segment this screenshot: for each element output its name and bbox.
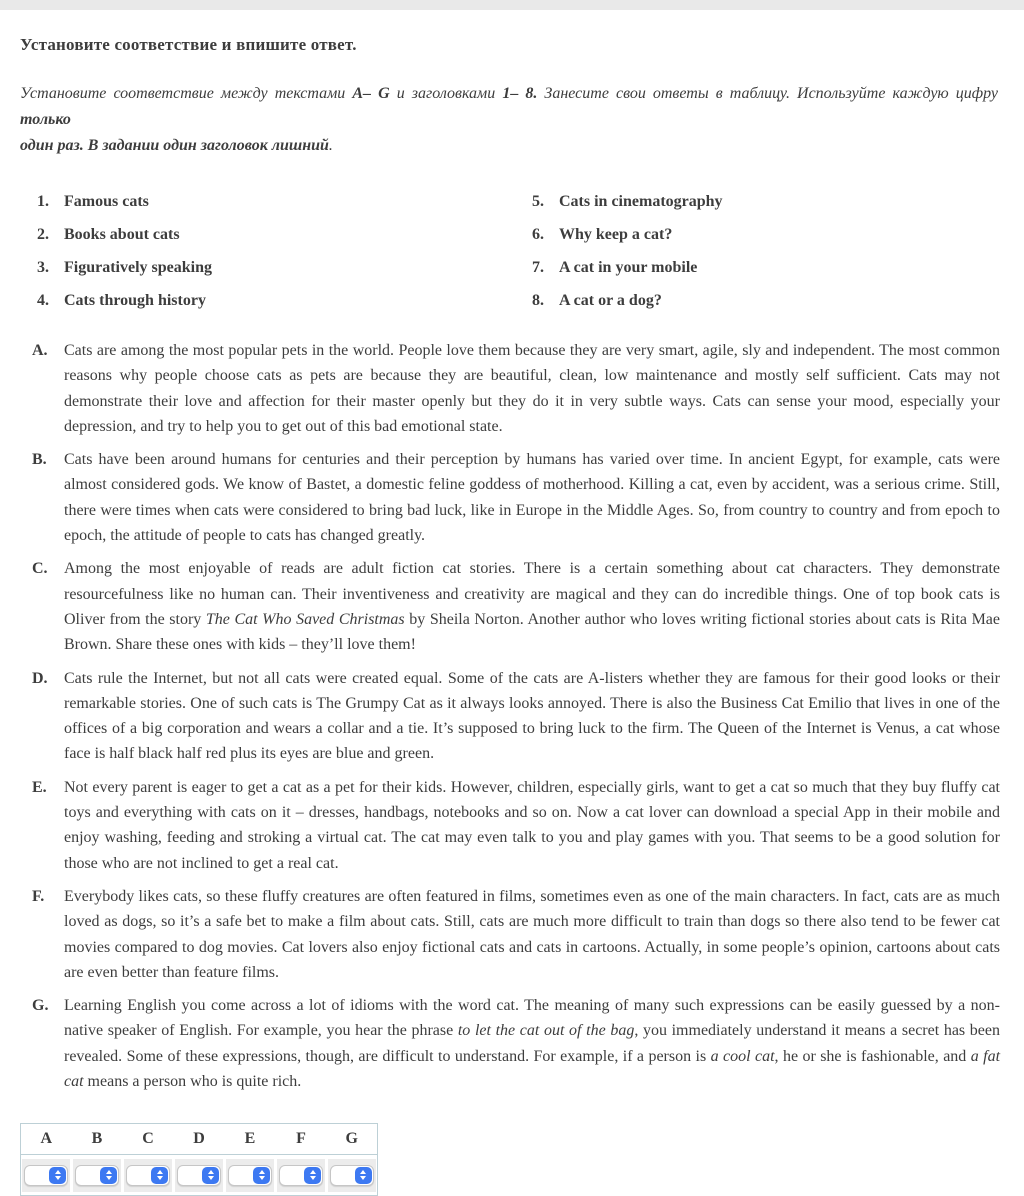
answer-table xyxy=(20,1123,378,1196)
answer-cell-d xyxy=(174,1155,225,1196)
answer-column-header-c: C xyxy=(123,1124,174,1155)
answer-column-header-e: E xyxy=(225,1124,276,1155)
answer-column-header-f: F xyxy=(276,1124,327,1155)
answer-cell-b xyxy=(72,1155,123,1196)
heading-label: A cat or a dog? xyxy=(559,292,662,309)
answer-table-header-row xyxy=(21,1124,378,1155)
answer-select-b[interactable] xyxy=(75,1165,119,1186)
paragraph-label: D. xyxy=(32,669,48,687)
paragraph-E xyxy=(32,775,1000,876)
headings-list xyxy=(0,185,1024,317)
paragraph-text: Learning English you come across a lot of idioms with the word cat. The meaning of many such expressions can be easily guessed by a non-native speaker of English. For example, you hear the phrase to let the cat out of the bag, you immediately understand it means a secret has been revealed. Some of these expressions, though, are difficult to understand. For example, if a person is a cool cat, he or she is fashionable, and a fat cat means a person who is quite rich. xyxy=(64,997,1001,1091)
text-paragraphs xyxy=(0,338,1024,1094)
paragraph-A xyxy=(32,338,1000,439)
answer-cell-c xyxy=(123,1155,174,1196)
paragraph-text: Cats have been around humans for centuries and their perception by humans has varied over time. In ancient Egypt, for example, cats were almost considered gods. We know of Bastet, a domestic feline goddess of motherhood. Killing a cat, even by accident, was a serious crime. Still, there were times when cats were considered to bring bad luck, like in Europe in the Middle Ages. So, from country to country and from epoch to epoch, the attitude of people to cats has changed greatly. xyxy=(64,451,1000,545)
answer-select-g[interactable] xyxy=(330,1165,374,1186)
select-pad xyxy=(328,1159,376,1192)
answer-cell-g xyxy=(327,1155,378,1196)
top-bar xyxy=(0,0,1024,10)
heading-item-7 xyxy=(532,251,1024,284)
heading-item-1 xyxy=(37,185,532,218)
paragraph-text: Everybody likes cats, so these fluffy creatures are often featured in films, sometimes even as one of the main characters. In fact, cats are as much loved as dogs, so it’s a safe bet to make a film about cats. Still, cats are much more difficult to train than dogs so there also tend to be fewer cat movies compared to dog movies. Cat lovers also enjoy fictional cats and cats in cartoons. Actually, in some people’s opinion, cartoons about cats are even better than feature films. xyxy=(64,887,1000,981)
heading-label: Figuratively speaking xyxy=(64,259,213,276)
heading-label: Cats through history xyxy=(64,292,206,309)
paragraph-label: A. xyxy=(32,342,48,359)
paragraph-F xyxy=(32,884,1000,985)
answer-select-f[interactable] xyxy=(279,1165,323,1186)
answer-column-header-b: B xyxy=(72,1124,123,1155)
heading-number: 8. xyxy=(532,292,544,309)
heading-label: Famous cats xyxy=(64,193,149,210)
select-stepper-icon xyxy=(202,1167,219,1184)
select-stepper-icon xyxy=(253,1167,270,1184)
heading-item-3 xyxy=(37,251,532,284)
task-instructions xyxy=(20,81,998,159)
paragraph-label: F. xyxy=(32,887,45,905)
paragraph-D xyxy=(32,666,1000,767)
paragraph-text: Not every parent is eager to get a cat as a pet for their kids. However, children, especially girls, want to get a cat so much that they buy fluffy cat toys and everything with cats on it – dresses, handbags, notebooks and so on. Now a cat lover can download a special App in their mobile and enjoy washing, feeding and stroking a virtual cat. The cat may even talk to you and play games with you. That seems to be a good solution for those who are not inclined to get a real cat. xyxy=(64,778,1000,872)
paragraph-B xyxy=(32,447,1000,548)
select-stepper-icon xyxy=(100,1167,117,1184)
heading-number: 7. xyxy=(532,259,544,276)
select-pad xyxy=(22,1159,70,1192)
heading-item-8 xyxy=(532,284,1024,317)
heading-item-6 xyxy=(532,218,1024,251)
paragraph-label: C. xyxy=(32,560,48,578)
heading-number: 6. xyxy=(532,226,544,243)
select-stepper-icon xyxy=(304,1167,321,1184)
paragraph-text: Cats rule the Internet, but not all cats were created equal. Some of the cats are A-listers whether they are famous for their good looks or their remarkable stories. One of such cats is The Grumpy Cat as it always looks annoyed. There is also the Business Cat Emilio that lives in one of the offices of a big corporation and wears a collar and a tie. It’s supposed to bring luck to the firm. The Queen of the Internet is Venus, a cat whose face is half black half red plus its eyes are blue and green. xyxy=(64,669,1000,763)
paragraph-label: B. xyxy=(32,451,47,469)
instructions-line-2: один раз. В задании один заголовок лишний. xyxy=(20,137,333,154)
answer-select-a[interactable] xyxy=(24,1165,68,1186)
heading-number: 5. xyxy=(532,193,544,210)
select-pad xyxy=(277,1159,325,1192)
select-stepper-icon xyxy=(355,1167,372,1184)
answer-cell-f xyxy=(276,1155,327,1196)
paragraph-label: G. xyxy=(32,997,49,1015)
headings-column-right xyxy=(532,185,1024,317)
heading-label: A cat in your mobile xyxy=(559,259,698,276)
select-pad xyxy=(124,1159,172,1192)
select-pad xyxy=(226,1159,274,1192)
heading-number: 1. xyxy=(37,193,49,210)
answer-table-container xyxy=(20,1123,1024,1196)
answer-column-header-g: G xyxy=(327,1124,378,1155)
answer-column-header-a: A xyxy=(21,1124,72,1155)
answer-cell-e xyxy=(225,1155,276,1196)
select-stepper-icon xyxy=(49,1167,66,1184)
answer-select-c[interactable] xyxy=(126,1165,170,1186)
heading-number: 3. xyxy=(37,259,49,276)
paragraph-G xyxy=(32,993,1001,1094)
heading-item-4 xyxy=(37,284,532,317)
paragraph-label: E. xyxy=(32,778,47,796)
answer-column-header-d: D xyxy=(174,1124,225,1155)
heading-label: Why keep a cat? xyxy=(559,226,673,243)
paragraph-text: Cats are among the most popular pets in the world. People love them because they are very smart, agile, sly and independent. The most common reasons why people choose cats as pets are because they are beautiful, clean, low maintenance and mostly self sufficient. Cats may not demonstrate their love and affection for their master openly but they do it in very subtle ways. Cats can sense your mood, especially your depression, and try to help you to get out of this bad emotional state. xyxy=(64,342,1000,435)
heading-label: Books about cats xyxy=(64,226,180,243)
instructions-line-1: Установите соответствие между текстами А– G и заголовками 1– 8. Занесите свои ответы в таблицу. Используйте каждую цифру только xyxy=(20,85,999,128)
heading-item-2 xyxy=(37,218,532,251)
heading-label: Cats in cinematography xyxy=(559,193,723,210)
answer-select-e[interactable] xyxy=(228,1165,272,1186)
answer-select-d[interactable] xyxy=(177,1165,221,1186)
paragraph-C xyxy=(32,556,1001,657)
headings-column-left xyxy=(37,185,532,317)
answer-cell-a xyxy=(21,1155,72,1196)
paragraph-text: Among the most enjoyable of reads are adult fiction cat stories. There is a certain something about cat characters. They demonstrate resourcefulness like no human can. Their inventiveness and creativity are magical and they can do incredible things. One of top book cats is Oliver from the story The Cat Who Saved Christmas by Sheila Norton. Another author who loves writing fictional stories about cats is Rita Mae Brown. Share these ones with kids – they’ll love them! xyxy=(64,560,1001,654)
select-stepper-icon xyxy=(151,1167,168,1184)
heading-number: 4. xyxy=(37,292,49,309)
heading-number: 2. xyxy=(37,226,49,243)
select-pad xyxy=(175,1159,223,1192)
select-pad xyxy=(73,1159,121,1192)
heading-item-5 xyxy=(532,185,1024,218)
task-title: Установите соответствие и впишите ответ. xyxy=(20,35,357,54)
answer-table-input-row xyxy=(21,1155,378,1196)
